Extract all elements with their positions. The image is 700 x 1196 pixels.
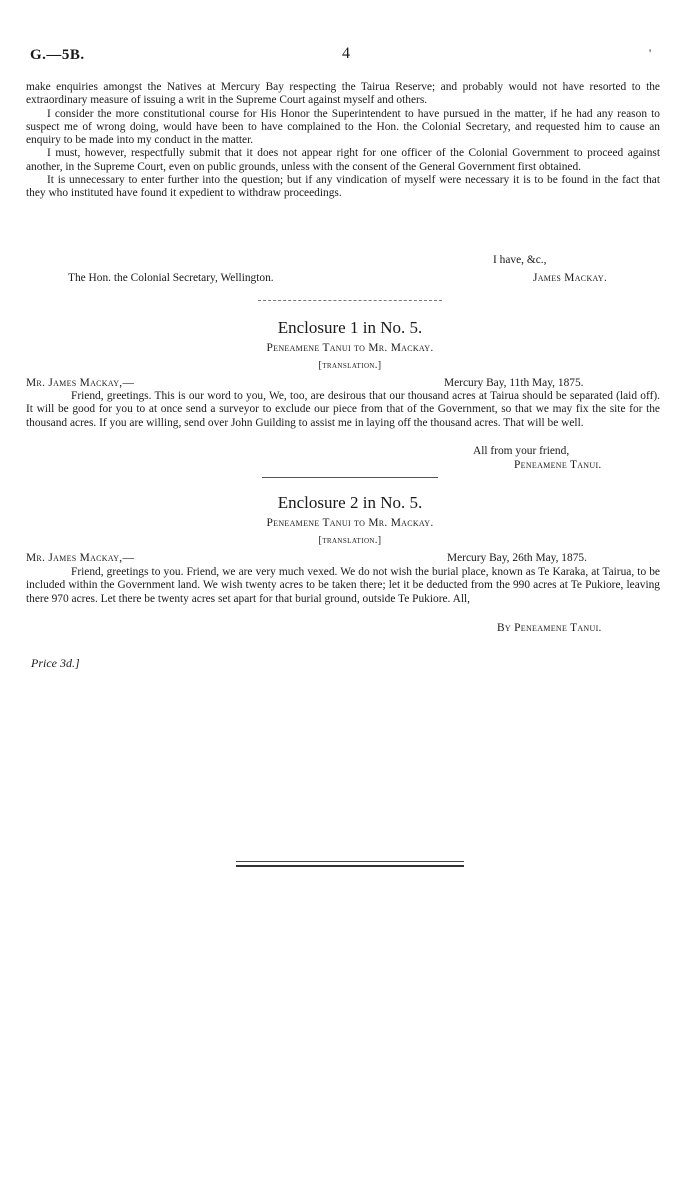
margin-mark: ' — [649, 46, 652, 60]
salutation: Mr. James Mackay,— — [26, 552, 135, 564]
paragraph: make enquiries amongst the Natives at Mercury Bay respecting the Tairua Reserve; and probably would not have resorted to the extraordinary measure of issuing a writ in the Supreme Court against myself and others. — [26, 81, 660, 107]
paragraph: Friend, greetings. This is our word to you, We, too, are desirous that our thousand acres at Tairua should be separated (laid off). It will be good for you to at once send a surveyor to exclude our piece from that of the Government, so that we may fix the site for the thousand acres. If you are willing, send over John Guilding to assist me in laying off the thousand acres. That will be well. — [26, 390, 660, 429]
paragraph: I must, however, respectfully submit that it does not appear right for one officer of the Colonial Government to proceed against another, in the Supreme Court, even on public grounds, unless with the consent of the General Government first obtained. — [26, 147, 660, 173]
closing-formula: I have, &c., — [493, 254, 547, 266]
paragraph: Friend, greetings to you. Friend, we are very much vexed. We do not wish the burial place, known as Te Karaka, at Tairua, to be included within the Government land. We wish twenty acres to be taken there; let it be deducted from the 990 acres at Te Pukiore, leaving there 970 acres. Let there be twenty acres set apart for that burial ground, outside Te Pukiore. All, — [26, 566, 660, 605]
paragraph: I consider the more constitutional course for His Honor the Superintendent to have pursued in the matter, if he had any reason to suspect me of wrong doing, would have been to have complained to the Hon. the Colonial Secretary, and requested him to cause an enquiry to be made into my conduct in the matter. — [26, 107, 660, 147]
document-code: G.—5B. — [30, 47, 85, 63]
enclosure-title: Enclosure 2 in No. 5. — [277, 493, 423, 512]
section-divider — [262, 477, 438, 478]
signature: By Peneamene Tanui. — [497, 622, 602, 634]
enclosure-subtitle: Peneamene Tanui to Mr. Mackay. — [266, 517, 434, 529]
translation-note: [translation.] — [318, 535, 382, 546]
signature: Peneamene Tanui. — [514, 459, 602, 471]
letter-body — [26, 390, 660, 430]
translation-note: [translation.] — [318, 360, 382, 371]
section-divider — [258, 300, 442, 301]
closing-formula: All from your friend, — [473, 445, 570, 457]
letter-continuation — [26, 81, 660, 201]
place-date: Mercury Bay, 11th May, 1875. — [444, 377, 584, 389]
salutation: Mr. James Mackay,— — [26, 377, 135, 389]
letter-body — [26, 566, 660, 606]
signature: James Mackay. — [533, 272, 608, 284]
end-rule-bottom — [236, 865, 464, 867]
page-number: 4 — [342, 45, 350, 62]
enclosure-subtitle: Peneamene Tanui to Mr. Mackay. — [266, 342, 434, 354]
end-rule-top — [236, 861, 464, 862]
addressee: The Hon. the Colonial Secretary, Wellington. — [68, 272, 274, 284]
place-date: Mercury Bay, 26th May, 1875. — [447, 552, 587, 564]
price-text: Price 3d.] — [31, 656, 80, 670]
enclosure-title: Enclosure 1 in No. 5. — [277, 318, 423, 337]
paragraph: It is unnecessary to enter further into the question; but if any vindication of myself were necessary it is to be found in the fact that they who instituted have found it expedient to withdraw proceedings. — [26, 174, 660, 200]
price-note — [31, 656, 80, 671]
